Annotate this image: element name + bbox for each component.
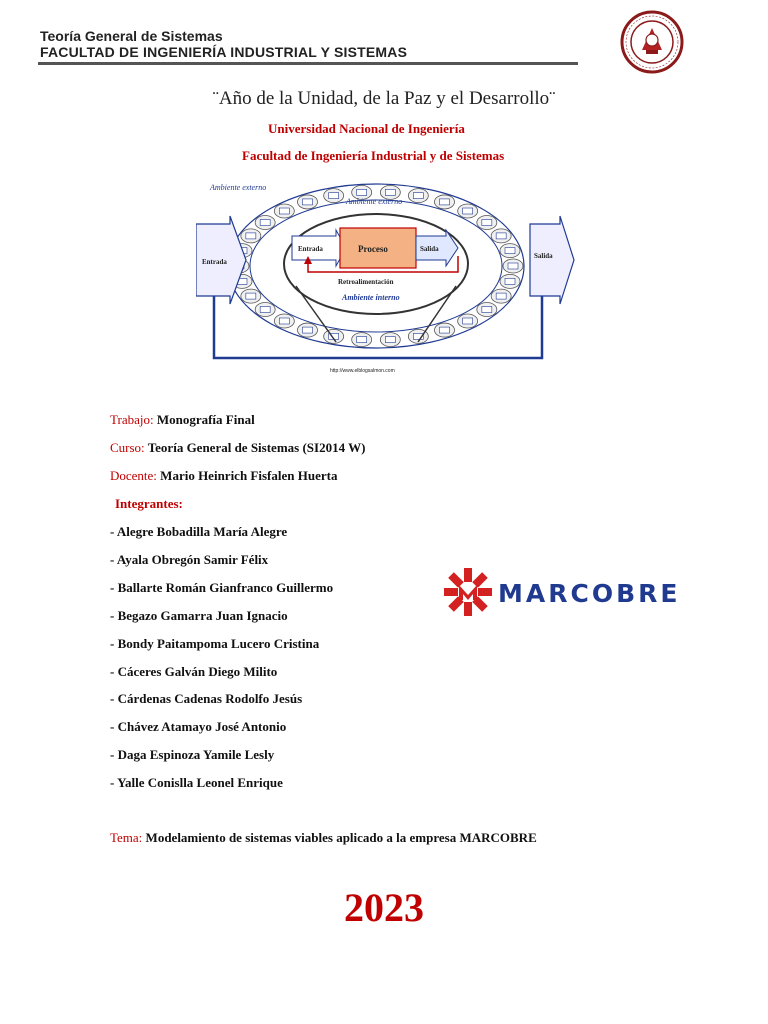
trabajo-label: Trabajo: (110, 412, 154, 427)
university-name: Universidad Nacional de Ingeniería (268, 121, 465, 136)
ambiente-interno-label: Ambiente interno (342, 293, 400, 302)
header-course-title: Teoría General de Sistemas (40, 28, 223, 44)
curso-value: Teoría General de Sistemas (SI2014 W) (147, 440, 366, 455)
ring-element-box (482, 306, 492, 312)
ring-element-box (385, 189, 395, 195)
ring-element-box (463, 318, 473, 324)
ring-element-box (303, 199, 313, 205)
systems-diagram (196, 176, 576, 376)
marcobre-logo-text: MARCOBRE (498, 579, 681, 608)
curso-line (110, 440, 365, 456)
ring-element-box (496, 293, 506, 299)
ring-element-box (385, 337, 395, 343)
diagram-source-url: http://www.elblogsalmon.com (330, 368, 395, 374)
ring-element-box (246, 233, 256, 239)
entrada-outer-label: Entrada (202, 258, 227, 266)
tema-label: Tema: (110, 830, 143, 845)
faculty-name: Facultad de Ingeniería Industrial y de Sistemas (242, 148, 505, 163)
ambiente-externo-outer-label: Ambiente externo (210, 183, 267, 192)
ambiente-externo-inner-label: Ambiente externo (346, 197, 403, 206)
ring-element-box (279, 208, 289, 214)
header-divider (38, 62, 578, 65)
trabajo-value: Monografía Final (156, 412, 255, 427)
member-item: - Bondy Paitampoma Lucero Cristina (110, 636, 320, 651)
member-item: - Ayala Obregón Samir Félix (110, 552, 269, 567)
ring-element-box (505, 278, 515, 284)
docente-value: Mario Heinrich Fisfalen Huerta (160, 468, 338, 483)
tema-value: Modelamiento de sistemas viables aplicado a la empresa MARCOBRE (145, 830, 537, 845)
docente-label: Docente: (110, 468, 157, 483)
member-item: - Cáceres Galván Diego Milito (110, 664, 278, 679)
ring-element-box (246, 293, 256, 299)
ring-element-box (329, 193, 339, 199)
salida-outer-arrow (530, 216, 574, 304)
trabajo-line (110, 412, 255, 428)
retroalimentacion-label: Retroalimentación (338, 278, 394, 286)
document-header (40, 28, 407, 60)
year: 2023 (344, 885, 424, 930)
salida-outer-label: Salida (534, 252, 553, 260)
tema-line (110, 830, 537, 846)
ring-element-box (463, 208, 473, 214)
ring-element-box (505, 248, 515, 254)
curso-label: Curso: (110, 440, 145, 455)
ring-element-box (440, 327, 450, 333)
member-item: - Daga Espinoza Yamile Lesly (110, 747, 275, 762)
header-faculty-title: FACULTAD DE INGENIERÍA INDUSTRIAL Y SISTEMAS (40, 44, 408, 60)
salida-inner-label: Salida (420, 245, 439, 253)
ring-element-box (482, 220, 492, 226)
entrada-inner-label: Entrada (298, 245, 323, 253)
ring-element-box (413, 193, 423, 199)
member-item: - Alegre Bobadilla María Alegre (110, 524, 288, 539)
member-item: - Begazo Gamarra Juan Ignacio (110, 608, 288, 623)
ring-element-box (260, 220, 270, 226)
ring-element-box (440, 199, 450, 205)
docente-line (110, 468, 337, 484)
marcobre-logo (438, 560, 733, 624)
ring-element-box (496, 233, 506, 239)
ring-element-box (279, 318, 289, 324)
ring-element-box (357, 337, 367, 343)
ring-element-box (260, 306, 270, 312)
member-item: - Ballarte Román Gianfranco Guillermo (110, 580, 334, 595)
member-item: - Yalle Conislla Leonel Enrique (110, 775, 283, 790)
university-seal-logo (620, 10, 684, 74)
member-item: - Cárdenas Cadenas Rodolfo Jesús (110, 691, 303, 706)
ring-element-box (303, 327, 313, 333)
year-motto: ¨Año de la Unidad, de la Paz y el Desarrollo¨ (212, 88, 556, 109)
integrantes-label: Integrantes: (115, 496, 183, 511)
member-item: - Chávez Atamayo José Antonio (110, 719, 287, 734)
ring-element-box (357, 189, 367, 195)
ring-element-box (508, 263, 518, 269)
proceso-label: Proceso (358, 244, 388, 254)
